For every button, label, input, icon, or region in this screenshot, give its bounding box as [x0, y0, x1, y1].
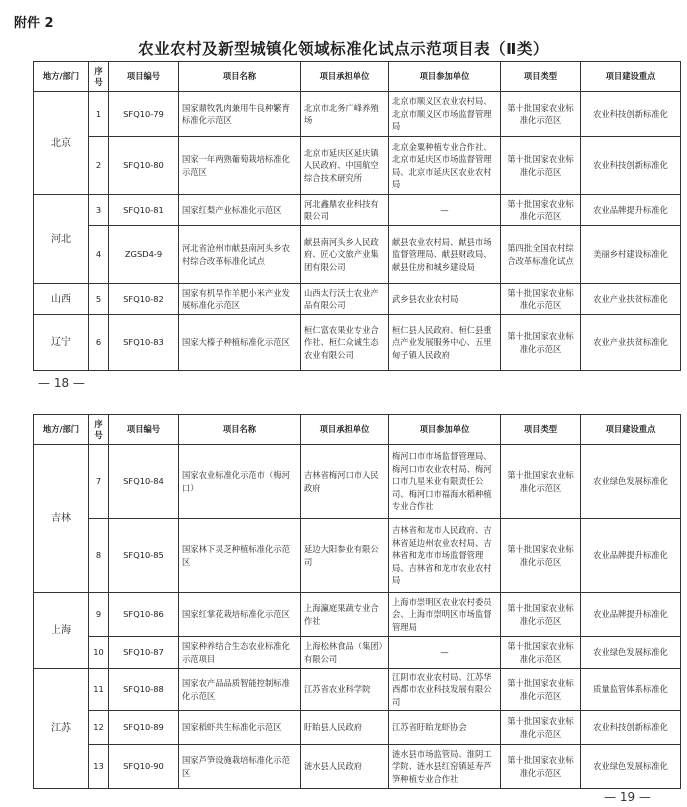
region-cell: 江苏 — [34, 669, 89, 789]
seq-cell: 2 — [89, 137, 109, 195]
focus-cell: 美丽乡村建设标准化 — [581, 226, 681, 284]
lead-cell: 上海瀛庭果蔬专业合作社 — [301, 593, 389, 637]
code-cell: ZGSD4-9 — [109, 226, 179, 284]
code-cell: SFQ10-84 — [109, 445, 179, 519]
project-table-page-2 — [33, 414, 681, 789]
table-row — [34, 711, 681, 745]
attachment-label: 附件 2 — [14, 16, 54, 31]
focus-cell: 农业产业扶贫标准化 — [581, 284, 681, 315]
focus-cell: 农业绿色发展标准化 — [581, 445, 681, 519]
participants-cell: — — [389, 195, 501, 226]
header-participants: 项目参加单位 — [389, 62, 501, 92]
name-cell: 国家大榛子种植标准化示范区 — [179, 315, 301, 371]
lead-cell: 桓仁富农果业专业合作社、桓仁众诚生态农业有限公司 — [301, 315, 389, 371]
seq-cell: 5 — [89, 284, 109, 315]
lead-cell: 涟水县人民政府 — [301, 745, 389, 789]
participants-cell: 江苏省盱眙龙虾协会 — [389, 711, 501, 745]
seq-cell: 8 — [89, 519, 109, 593]
table-row — [34, 593, 681, 637]
header-code: 项目编号 — [109, 62, 179, 92]
header-name: 项目名称 — [179, 415, 301, 445]
participants-cell: 北京金粟种植专业合作社、北京市延庆区市场监督管理局、北京市延庆区农业农村局 — [389, 137, 501, 195]
project-table-page-1 — [33, 61, 681, 371]
name-cell: 国家红梨产业标准化示范区 — [179, 195, 301, 226]
lead-cell: 江苏省农业科学院 — [301, 669, 389, 711]
seq-cell: 9 — [89, 593, 109, 637]
header-participants: 项目参加单位 — [389, 415, 501, 445]
seq-cell: 7 — [89, 445, 109, 519]
table-row — [34, 519, 681, 593]
type-cell: 第十批国家农业标准化示范区 — [501, 195, 581, 226]
focus-cell: 农业绿色发展标准化 — [581, 745, 681, 789]
type-cell: 第十批国家农业标准化示范区 — [501, 593, 581, 637]
participants-cell: — — [389, 637, 501, 669]
page-number: — 19 — — [604, 790, 651, 804]
name-cell: 国家农产品品质智能控制标准化示范区 — [179, 669, 301, 711]
focus-cell: 农业品牌提升标准化 — [581, 593, 681, 637]
lead-cell: 盱眙县人民政府 — [301, 711, 389, 745]
header-region: 地方/部门 — [34, 415, 89, 445]
lead-cell: 献县南河头乡人民政府、匠心文旅产业集团有限公司 — [301, 226, 389, 284]
participants-cell: 北京市顺义区农业农村局、北京市顺义区市场监督管理局 — [389, 92, 501, 137]
name-cell: 国家农业标准化示范市（梅河口） — [179, 445, 301, 519]
page-title: 农业农村及新型城镇化领域标准化试点示范项目表（Ⅱ类） — [138, 40, 549, 58]
table-header-row — [34, 62, 681, 92]
type-cell: 第十批国家农业标准化示范区 — [501, 669, 581, 711]
table-row — [34, 137, 681, 195]
lead-cell: 河北鑫鼎农业科技有限公司 — [301, 195, 389, 226]
seq-cell: 4 — [89, 226, 109, 284]
participants-cell: 武乡县农业农村局 — [389, 284, 501, 315]
code-cell: SFQ10-90 — [109, 745, 179, 789]
table-row — [34, 745, 681, 789]
region-cell: 上海 — [34, 593, 89, 669]
seq-cell: 11 — [89, 669, 109, 711]
seq-cell: 10 — [89, 637, 109, 669]
type-cell: 第十批国家农业标准化示范区 — [501, 445, 581, 519]
type-cell: 第十批国家农业标准化示范区 — [501, 284, 581, 315]
header-type: 项目类型 — [501, 415, 581, 445]
code-cell: SFQ10-89 — [109, 711, 179, 745]
code-cell: SFQ10-82 — [109, 284, 179, 315]
type-cell: 第十批国家农业标准化示范区 — [501, 711, 581, 745]
header-focus: 项目建设重点 — [581, 62, 681, 92]
lead-cell: 上海松林食品（集团）有限公司 — [301, 637, 389, 669]
header-focus: 项目建设重点 — [581, 415, 681, 445]
code-cell: SFQ10-80 — [109, 137, 179, 195]
header-lead: 项目承担单位 — [301, 62, 389, 92]
region-cell: 辽宁 — [34, 315, 89, 371]
code-cell: SFQ10-88 — [109, 669, 179, 711]
name-cell: 国家鼎牧乳肉兼用牛良种繁育标准化示范区 — [179, 92, 301, 137]
table-header-row — [34, 415, 681, 445]
header-region: 地方/部门 — [34, 62, 89, 92]
focus-cell: 农业品牌提升标准化 — [581, 519, 681, 593]
code-cell: SFQ10-87 — [109, 637, 179, 669]
table-row — [34, 92, 681, 137]
table-row — [34, 637, 681, 669]
table-row — [34, 195, 681, 226]
type-cell: 第十批国家农业标准化示范区 — [501, 137, 581, 195]
seq-cell: 13 — [89, 745, 109, 789]
participants-cell: 上海市崇明区农业农村委员会、上海市崇明区市场监督管理局 — [389, 593, 501, 637]
region-cell: 山西 — [34, 284, 89, 315]
code-cell: SFQ10-83 — [109, 315, 179, 371]
name-cell: 国家种养结合生态农业标准化示范项目 — [179, 637, 301, 669]
name-cell: 国家红掌花栽培标准化示范区 — [179, 593, 301, 637]
header-seq: 序号 — [89, 62, 109, 92]
lead-cell: 山西太行沃土农业产品有限公司 — [301, 284, 389, 315]
code-cell: SFQ10-81 — [109, 195, 179, 226]
table-row — [34, 315, 681, 371]
header-type: 项目类型 — [501, 62, 581, 92]
lead-cell: 吉林省梅河口市人民政府 — [301, 445, 389, 519]
header-code: 项目编号 — [109, 415, 179, 445]
region-cell: 吉林 — [34, 445, 89, 593]
seq-cell: 1 — [89, 92, 109, 137]
participants-cell: 江阴市农业农村局、江苏华西都市农业科技发展有限公司 — [389, 669, 501, 711]
region-cell: 河北 — [34, 195, 89, 284]
participants-cell: 献县农业农村局、献县市场监督管理局、献县财政局、献县住房和城乡建设局 — [389, 226, 501, 284]
type-cell: 第十批国家农业标准化示范区 — [501, 519, 581, 593]
name-cell: 国家一年两熟葡萄栽培标准化示范区 — [179, 137, 301, 195]
participants-cell: 梅河口市市场监督管理局、梅河口市农业农村局、梅河口市九星米业有限责任公司、梅河口市福海水稻种植专业合作社 — [389, 445, 501, 519]
table-row — [34, 284, 681, 315]
table-row — [34, 226, 681, 284]
focus-cell: 农业科技创新标准化 — [581, 137, 681, 195]
seq-cell: 12 — [89, 711, 109, 745]
focus-cell: 农业绿色发展标准化 — [581, 637, 681, 669]
code-cell: SFQ10-86 — [109, 593, 179, 637]
type-cell: 第十批国家农业标准化示范区 — [501, 315, 581, 371]
focus-cell: 农业产业扶贫标准化 — [581, 315, 681, 371]
header-lead: 项目承担单位 — [301, 415, 389, 445]
name-cell: 河北省沧州市献县南河头乡农村综合改革标准化试点 — [179, 226, 301, 284]
name-cell: 国家林下灵芝种植标准化示范区 — [179, 519, 301, 593]
header-seq: 序号 — [89, 415, 109, 445]
lead-cell: 北京市北务广峰养殖场 — [301, 92, 389, 137]
code-cell: SFQ10-79 — [109, 92, 179, 137]
table-row — [34, 445, 681, 519]
participants-cell: 桓仁县人民政府、桓仁县重点产业发展服务中心、五里甸子镇人民政府 — [389, 315, 501, 371]
code-cell: SFQ10-85 — [109, 519, 179, 593]
page-number: — 18 — — [38, 376, 85, 390]
name-cell: 国家有机旱作羊肥小米产业发展标准化示范区 — [179, 284, 301, 315]
lead-cell: 延边大阳参业有限公司 — [301, 519, 389, 593]
seq-cell: 3 — [89, 195, 109, 226]
participants-cell: 涟水县市场监管局、淮阴工学院、涟水县红窑镇延寿芦笋种植专业合作社 — [389, 745, 501, 789]
type-cell: 第四批全国农村综合改革标准化试点 — [501, 226, 581, 284]
seq-cell: 6 — [89, 315, 109, 371]
focus-cell: 农业品牌提升标准化 — [581, 195, 681, 226]
type-cell: 第十批国家农业标准化示范区 — [501, 637, 581, 669]
name-cell: 国家芦笋设施栽培标准化示范区 — [179, 745, 301, 789]
lead-cell: 北京市延庆区延庆镇人民政府、中国航空综合技术研究所 — [301, 137, 389, 195]
focus-cell: 农业科技创新标准化 — [581, 92, 681, 137]
focus-cell: 质量监管体系标准化 — [581, 669, 681, 711]
participants-cell: 吉林省和龙市人民政府、吉林省延边州农业农村局、吉林省和龙市市场监督管理局、吉林省和龙市农业农村局 — [389, 519, 501, 593]
type-cell: 第十批国家农业标准化示范区 — [501, 92, 581, 137]
type-cell: 第十批国家农业标准化示范区 — [501, 745, 581, 789]
focus-cell: 农业科技创新标准化 — [581, 711, 681, 745]
name-cell: 国家稻虾共生标准化示范区 — [179, 711, 301, 745]
region-cell: 北京 — [34, 92, 89, 195]
header-name: 项目名称 — [179, 62, 301, 92]
table-row — [34, 669, 681, 711]
